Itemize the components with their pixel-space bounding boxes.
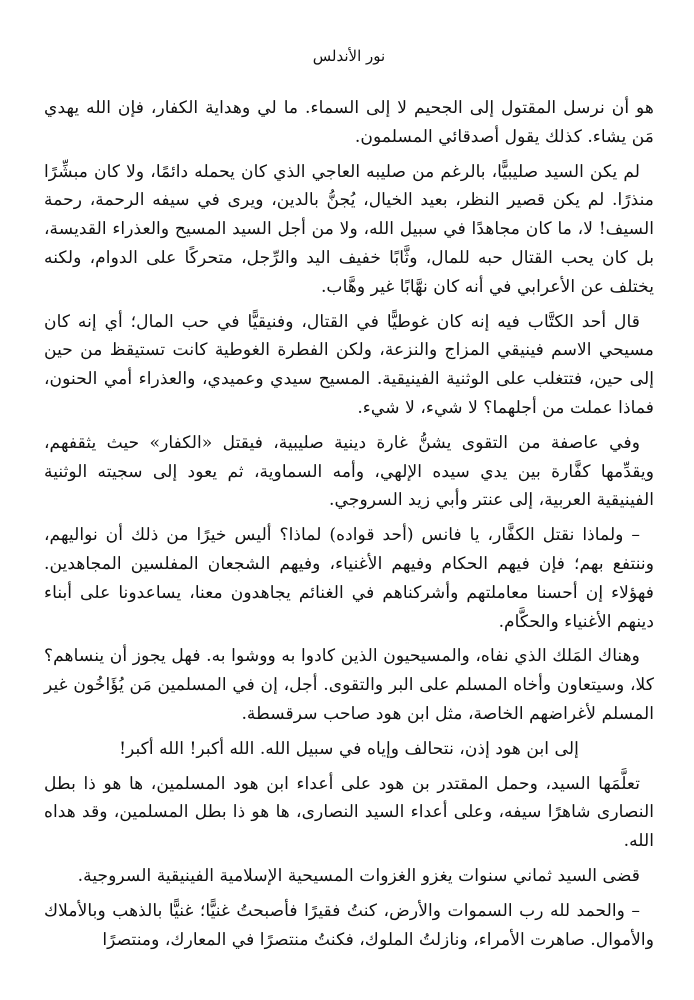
paragraph: وفي عاصفة من التقوى يشنُّ غارة دينية صليبية، فيقتل «الكفار» حيث يثقفهم، ويقدِّمها كفَّارة بين يدي سيده الإلهي، وأمه السماوية، ثم يعود إلى سجيته الوثنية الفينيقية العربية، إلى عنتر وأبي زيد السروجي. xyxy=(44,432,654,511)
paragraph: قضى السيد ثماني سنوات يغزو الغزوات المسيحية الإسلامية الفينيقية السروجية. xyxy=(77,865,640,886)
dialogue-paragraph: – ولماذا نقتل الكفَّار، يا فانس (أحد قواده) لماذا؟ أليس خيرًا من ذلك أن نواليهم، وننتفع بهم؛ فإن فيهم الحكام وفيهم الأغنياء، وفيهم الشجعان المفلسين المجاهدين. فهؤلاء إن أحسنا معاملتهم وأشركناهم في الغنائم يجاهدون معنا، يساعدونا على أبناء دينهم الأغنياء والحكَّام. xyxy=(44,525,654,632)
centered-verse: إلى ابن هود إذن، نتحالف وإياه في سبيل الله. الله أكبر! الله أكبر! xyxy=(119,738,579,759)
paragraph: قال أحد الكتَّاب فيه إنه كان غوطيًّا في القتال، وفنيقيًّا في حب المال؛ أي إنه كان مسيحي الاسم فينيقي المزاج والنزعة، ولكن الفطرة الغوطية كانت تستيقظ من حين إلى حين، فتتغلب على الوثنية الفينيقية. المسيح سيدي وعميدي، والعذراء أمي الحنون، فماذا عملت من أجلهما؟ لا شيء، لا شيء. xyxy=(44,311,654,418)
paragraph: تعلَّمَها السيد، وحمل المقتدر بن هود على أعداء ابن هود المسلمين، ها هو ذا بطل النصارى شاهرًا سيفه، وعلى أعداء السيد النصارى، ها هو ذا بطل المسلمين، وقد هداه الله. xyxy=(44,773,654,852)
paragraph: لم يكن السيد صليبيًّا، بالرغم من صليبه العاجي الذي كان يحمله دائمًا، ولا كان مبشِّرًا منذرًا. لم يكن قصير النظر، بعيد الخيال، يُجنُّ بالدين، ويرى في سيفه الرحمة، رحمة السيف! لا، ما كان مجاهدًا في سبيل الله، ولا من أجل السيد المسيح والعذراء القديسة، بل كان يحب القتال حبه للمال، وثَّابًا خفيف اليد والرِّجل، متحركًا على الدوام، ولكنه يختلف عن الأعرابي في أنه كان نهَّابًا غير وهَّاب. xyxy=(44,161,654,297)
paragraph: وهناك المَلك الذي نفاه، والمسيحيون الذين كادوا به ووشوا به. فهل يجوز أن ينساهم؟ كلا، وسيتعاون وأخاه المسلم على البر والتقوى. أجل، إن في المسلمين مَن يُؤَاخُون غير المسلم لأغراضهم الخاصة، مثل ابن هود صاحب سرقسطة. xyxy=(44,646,654,724)
paragraph: هو أن نرسل المقتول إلى الجحيم لا إلى السماء. ما لي وهداية الكفار، فإن الله يهدي مَن يشاء. كذلك يقول أصدقائي المسلمون. xyxy=(44,98,654,147)
body-text xyxy=(44,94,654,960)
running-header-title: نور الأندلس xyxy=(312,47,386,65)
dialogue-paragraph: – والحمد لله رب السموات والأرض، كنتُ فقيرًا فأصبحتُ غنيًّا؛ غنيًّا بالذهب وبالأملاك والأموال. صاهرت الأمراء، ونازلتُ الملوك، فكنتُ منتصرًا في المعارك، ومنتصرًا xyxy=(44,900,654,950)
book-page xyxy=(44,0,654,1000)
